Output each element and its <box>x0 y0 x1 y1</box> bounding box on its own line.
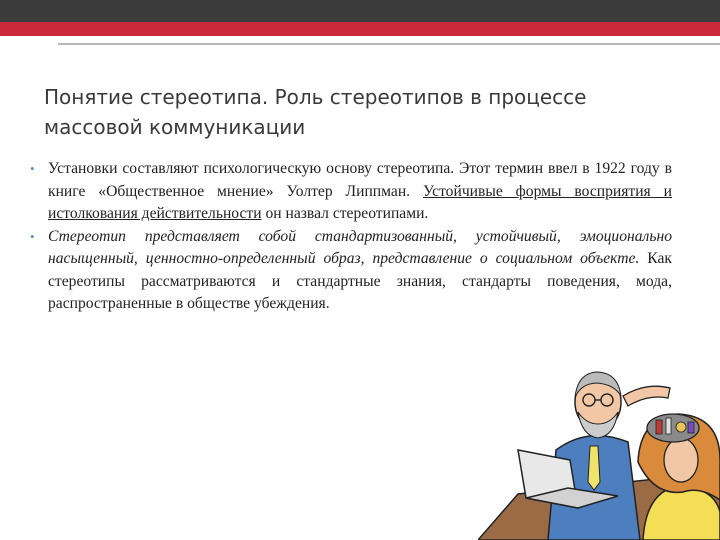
man-and-woman-at-laptop-illustration <box>478 362 720 540</box>
bullet-item-1 <box>30 158 672 226</box>
bullet-2-text: Как стереотипы рассматриваются и стандартные знания, стандарты поведения, мода, распространенные в обществе убеждения. <box>48 250 672 312</box>
bullet-1-underlined-text: Устойчивые формы восприятия и истолкования действительности <box>48 182 672 222</box>
bullet-item-2 <box>30 226 672 316</box>
bullet-marker: • <box>30 161 35 176</box>
top-accent-bar <box>0 22 720 36</box>
bullet-1-text-end: он назвал стереотипами. <box>261 205 429 222</box>
bullet-marker: • <box>30 228 35 244</box>
bullet-1-text: Установки составляют психологическую основу стереотипа. Этот термин ввел в 1922 году в книге «Общественное мнение» Уолтер Липпман. <box>48 160 672 200</box>
slide-title: Понятие стереотипа. Роль стереотипов в процессе массовой коммуникации <box>44 85 587 139</box>
bullet-2-italic-text: Стереотип представляет собой стандартизованный, устойчивый, эмоционально насыщенный, ценностно-определенный образ, представление о социальном объекте. <box>48 227 672 267</box>
accent-divider-line <box>58 43 720 45</box>
top-dark-bar <box>0 0 720 22</box>
slide-content <box>30 158 672 316</box>
